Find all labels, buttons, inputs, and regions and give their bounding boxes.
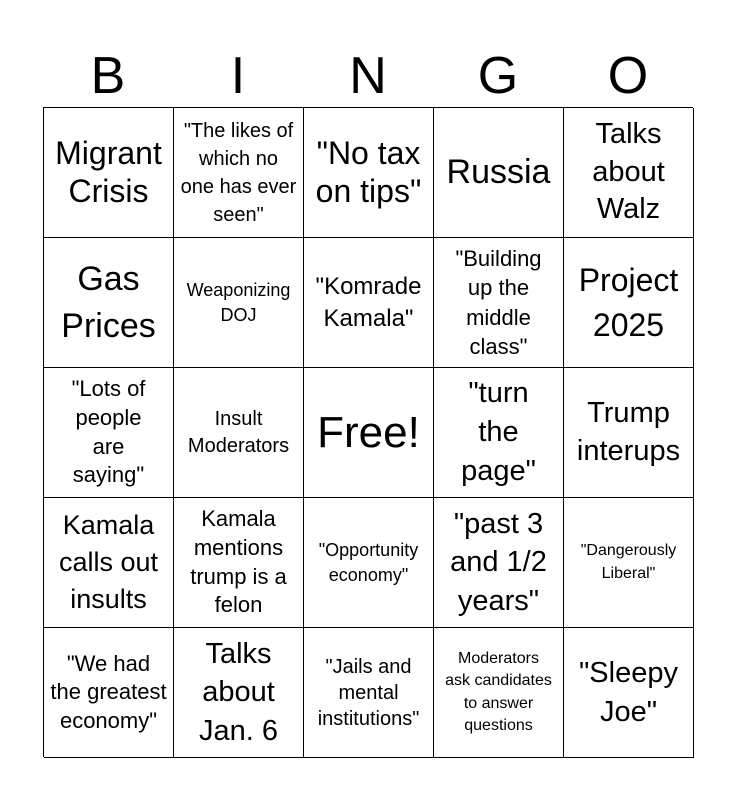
bingo-cell[interactable] (174, 498, 304, 628)
cell-text: "Komrade Kamala" (315, 273, 422, 332)
bingo-cell[interactable] (564, 628, 694, 758)
bingo-cell[interactable] (304, 108, 434, 238)
cell-text: Free! (317, 407, 420, 457)
cell-text: "We had the greatest economy" (50, 650, 167, 733)
bingo-cell[interactable] (564, 238, 694, 368)
cell-text: Project 2025 (578, 261, 679, 343)
cell-text: Gas Prices (61, 259, 156, 345)
bingo-header (43, 44, 693, 108)
bingo-cell[interactable] (304, 368, 434, 498)
bingo-cell[interactable] (434, 368, 564, 498)
header-letter-o: O (607, 47, 649, 105)
bingo-cell[interactable] (304, 238, 434, 368)
cell-text: "Lots of people are saying" (71, 376, 146, 488)
bingo-cell[interactable] (434, 628, 564, 758)
cell-text: Kamala calls out insults (58, 510, 159, 614)
cell-text: "Sleepy Joe" (579, 656, 678, 728)
header-letter-b: B (90, 47, 126, 105)
cell-text: "Building up the middle class" (455, 246, 542, 359)
cell-text: "Jails and mental institutions" (317, 655, 420, 730)
header-letter-i: I (230, 47, 246, 105)
bingo-cell[interactable] (44, 368, 174, 498)
bingo-board (43, 107, 693, 757)
bingo-cell[interactable] (434, 498, 564, 628)
bingo-cell[interactable] (174, 628, 304, 758)
bingo-cell[interactable] (304, 498, 434, 628)
cell-text: Weaponizing DOJ (186, 280, 291, 325)
cell-text: Insult Moderators (187, 407, 290, 457)
bingo-cell[interactable] (434, 238, 564, 368)
cell-text: Talks about Jan. 6 (199, 637, 278, 747)
bingo-cell[interactable] (564, 368, 694, 498)
bingo-cell[interactable] (174, 238, 304, 368)
cell-text: "No tax on tips" (315, 134, 422, 209)
cell-text: Trump interups (576, 396, 681, 467)
cell-text: Moderators ask candidates to answer questions (445, 649, 552, 734)
cell-text: Russia (446, 153, 551, 192)
bingo-cell[interactable] (174, 368, 304, 498)
bingo-cell[interactable] (44, 498, 174, 628)
cell-text: Kamala mentions trump is a felon (190, 506, 287, 618)
bingo-cell[interactable] (44, 628, 174, 758)
bingo-cell[interactable] (304, 628, 434, 758)
bingo-cell[interactable] (174, 108, 304, 238)
cell-text: "Dangerously Liberal" (580, 542, 677, 582)
cell-text: "turn the page" (461, 376, 536, 488)
header-letter-g: G (477, 47, 519, 105)
header-letter-n: N (349, 47, 387, 105)
bingo-cell[interactable] (564, 498, 694, 628)
bingo-cell[interactable] (564, 108, 694, 238)
cell-text: "past 3 and 1/2 years" (450, 507, 547, 617)
cell-text: Talks about Walz (592, 117, 665, 226)
cell-text: Migrant Crisis (55, 134, 162, 209)
bingo-cell[interactable] (44, 108, 174, 238)
bingo-cell[interactable] (44, 238, 174, 368)
bingo-cell[interactable] (434, 108, 564, 238)
cell-text: "Opportunity economy" (318, 540, 419, 585)
cell-text: "The likes of which no one has ever seen" (180, 119, 297, 226)
